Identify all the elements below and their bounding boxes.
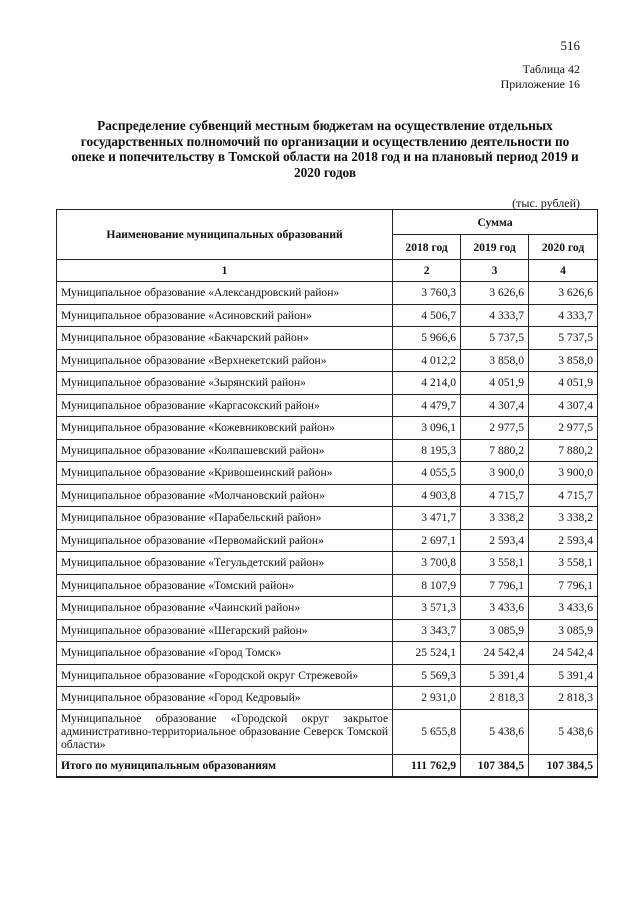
value-2020: 4 333,7 [529, 304, 598, 327]
value-2019: 3 433,6 [461, 597, 529, 620]
value-2018: 4 506,7 [393, 304, 461, 327]
value-2020: 5 391,4 [529, 664, 598, 687]
municipality-name: Муниципальное образование «Александровский район» [57, 282, 393, 305]
col-number: 4 [529, 260, 598, 282]
value-2020: 3 338,2 [529, 507, 598, 530]
header-name: Наименование муниципальных образований [57, 210, 393, 260]
table-row [57, 304, 598, 327]
header-year-2020: 2020 год [529, 235, 598, 260]
value-2019: 2 818,3 [461, 687, 529, 710]
value-2018: 4 479,7 [393, 394, 461, 417]
value-2018: 3 096,1 [393, 417, 461, 440]
municipality-name: Муниципальное образование «Городской округ Стрежевой» [57, 664, 393, 687]
municipality-name: Муниципальное образование «Парабельский район» [57, 507, 393, 530]
municipality-name: Муниципальное образование «Зырянский район» [57, 372, 393, 395]
value-2018: 8 107,9 [393, 574, 461, 597]
value-2020: 5 737,5 [529, 327, 598, 350]
table-row [57, 484, 598, 507]
table-row [57, 462, 598, 485]
value-2020: 3 858,0 [529, 349, 598, 372]
value-2018: 3 471,7 [393, 507, 461, 530]
value-2018: 3 343,7 [393, 619, 461, 642]
value-2020: 3 900,0 [529, 462, 598, 485]
value-2020: 3 558,1 [529, 552, 598, 575]
value-2019: 7 880,2 [461, 439, 529, 462]
value-2019: 3 626,6 [461, 282, 529, 305]
value-2018: 5 569,3 [393, 664, 461, 687]
table-row [57, 282, 598, 305]
total-row [57, 754, 598, 777]
municipality-name: Муниципальное образование «Бакчарский район» [57, 327, 393, 350]
table-row [57, 529, 598, 552]
value-2020: 3 626,6 [529, 282, 598, 305]
value-2020: 2 818,3 [529, 687, 598, 710]
value-2020: 3 085,9 [529, 619, 598, 642]
municipality-name: Муниципальное образование «Молчановский район» [57, 484, 393, 507]
municipality-name: Муниципальное образование «Тегульдетский район» [57, 552, 393, 575]
municipality-name: Муниципальное образование «Колпашевский район» [57, 439, 393, 462]
municipality-name: Муниципальное образование «Томский район» [57, 574, 393, 597]
table-row [57, 574, 598, 597]
value-2020: 7 880,2 [529, 439, 598, 462]
municipality-name: Муниципальное образование «Шегарский район» [57, 619, 393, 642]
value-2020: 2 977,5 [529, 417, 598, 440]
table-row [57, 664, 598, 687]
value-2018: 3 760,3 [393, 282, 461, 305]
table-row [57, 417, 598, 440]
value-2018: 4 055,5 [393, 462, 461, 485]
value-2019: 3 858,0 [461, 349, 529, 372]
value-2020: 24 542,4 [529, 642, 598, 665]
col-number: 1 [57, 260, 393, 282]
appendix-label: Приложение 16 [500, 77, 580, 91]
municipality-name: Муниципальное образование «Первомайский район» [57, 529, 393, 552]
table-row [57, 619, 598, 642]
value-2019: 2 977,5 [461, 417, 529, 440]
table-row [57, 327, 598, 350]
header-sum: Сумма [393, 210, 598, 235]
value-2020: 4 307,4 [529, 394, 598, 417]
value-2019: 5 438,6 [461, 709, 529, 754]
value-2020: 5 438,6 [529, 709, 598, 754]
municipality-name: Муниципальное образование «Верхнекетский район» [57, 349, 393, 372]
total-label: Итого по муниципальным образованиям [57, 754, 393, 777]
page-number: 516 [560, 38, 580, 53]
table-row [57, 642, 598, 665]
total-2020: 107 384,5 [529, 754, 598, 777]
value-2018: 2 931,0 [393, 687, 461, 710]
total-2018: 111 762,9 [393, 754, 461, 777]
value-2020: 4 715,7 [529, 484, 598, 507]
value-2020: 4 051,9 [529, 372, 598, 395]
value-2019: 4 333,7 [461, 304, 529, 327]
municipality-name: Муниципальное образование «Чаинский район» [57, 597, 393, 620]
col-number: 2 [393, 260, 461, 282]
value-2018: 3 571,3 [393, 597, 461, 620]
value-2018: 2 697,1 [393, 529, 461, 552]
value-2018: 4 903,8 [393, 484, 461, 507]
value-2020: 7 796,1 [529, 574, 598, 597]
header-year-2018: 2018 год [393, 235, 461, 260]
value-2019: 7 796,1 [461, 574, 529, 597]
table-row [57, 687, 598, 710]
value-2019: 24 542,4 [461, 642, 529, 665]
municipality-name: Муниципальное образование «Город Томск» [57, 642, 393, 665]
value-2019: 5 391,4 [461, 664, 529, 687]
municipality-name: Муниципальное образование «Асиновский район» [57, 304, 393, 327]
table-row [57, 507, 598, 530]
table-row [57, 394, 598, 417]
value-2019: 4 307,4 [461, 394, 529, 417]
value-2019: 4 051,9 [461, 372, 529, 395]
subventions-table [56, 209, 598, 778]
value-2019: 3 900,0 [461, 462, 529, 485]
total-2019: 107 384,5 [461, 754, 529, 777]
municipality-name: Муниципальное образование «Город Кедровый» [57, 687, 393, 710]
value-2019: 3 338,2 [461, 507, 529, 530]
value-2018: 4 012,2 [393, 349, 461, 372]
municipality-name: Муниципальное образование «Городской округ закрытое административно-территориальное образование Северск Томской области» [57, 709, 393, 754]
table-row [57, 597, 598, 620]
municipality-name: Муниципальное образование «Кривошеинский район» [57, 462, 393, 485]
col-number: 3 [461, 260, 529, 282]
municipality-name: Муниципальное образование «Кожевниковский район» [57, 417, 393, 440]
value-2018: 4 214,0 [393, 372, 461, 395]
value-2020: 2 593,4 [529, 529, 598, 552]
value-2019: 4 715,7 [461, 484, 529, 507]
value-2019: 2 593,4 [461, 529, 529, 552]
value-2018: 3 700,8 [393, 552, 461, 575]
value-2018: 5 966,6 [393, 327, 461, 350]
header-year-2019: 2019 год [461, 235, 529, 260]
value-2020: 3 433,6 [529, 597, 598, 620]
table-label: Таблица 42 [522, 62, 580, 76]
value-2019: 3 558,1 [461, 552, 529, 575]
table-row [57, 709, 598, 754]
value-2019: 3 085,9 [461, 619, 529, 642]
document-title: Распределение субвенций местным бюджетам на осуществление отдельных государственных полномочий по организации и осуществлению деятельности по опеке и попечительству в Томской области на 2018 год и на плановый период 2019 и 2020 годов [71, 118, 579, 180]
municipality-name: Муниципальное образование «Каргасокский район» [57, 394, 393, 417]
units-label: (тыс. рублей) [512, 196, 580, 210]
annex-block [501, 62, 580, 92]
table-row [57, 439, 598, 462]
table-row [57, 372, 598, 395]
table-row [57, 349, 598, 372]
value-2019: 5 737,5 [461, 327, 529, 350]
value-2018: 8 195,3 [393, 439, 461, 462]
value-2018: 5 655,8 [393, 709, 461, 754]
value-2018: 25 524,1 [393, 642, 461, 665]
table-row [57, 552, 598, 575]
